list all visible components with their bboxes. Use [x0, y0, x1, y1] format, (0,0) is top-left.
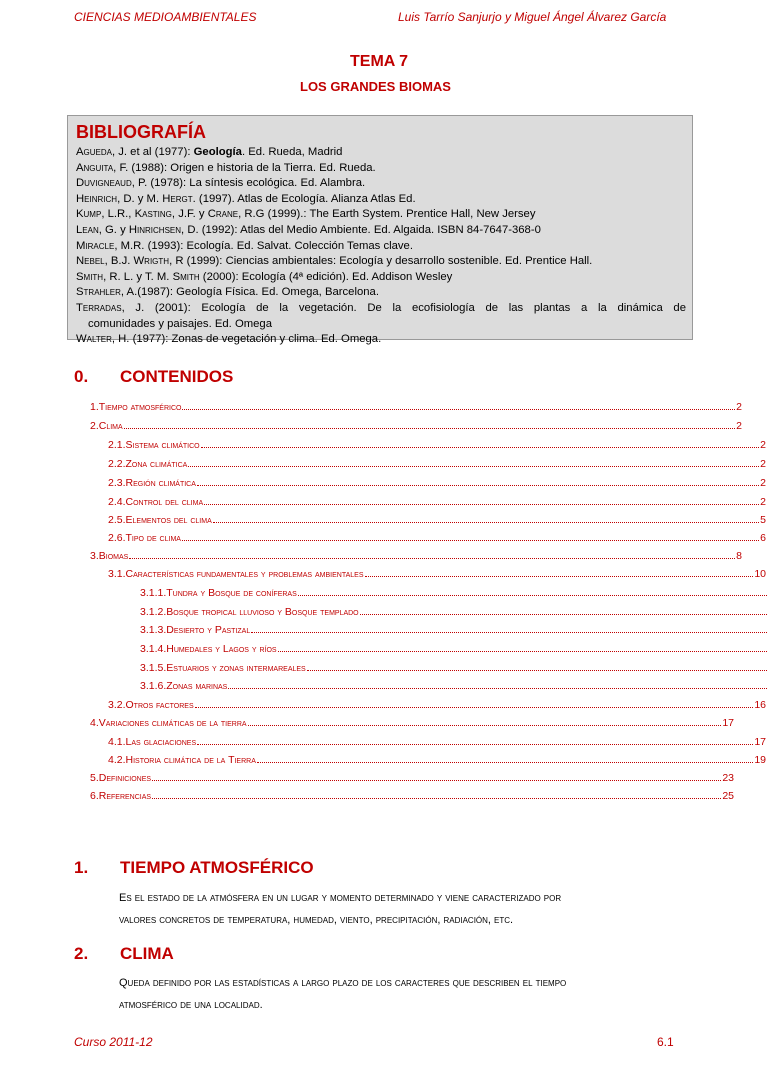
- section-2-title: CLIMA: [120, 944, 174, 963]
- toc-entry-label: 4.1.Las glaciaciones: [108, 736, 197, 748]
- toc-entry[interactable]: [108, 475, 766, 489]
- bibliography-entry-part: Strahler: [76, 286, 121, 299]
- bibliography-entry: [74, 207, 686, 223]
- bibliography-entry-continuation: comunidades y paisajes. Ed. Omega: [88, 317, 272, 330]
- toc-entry-page: 2: [760, 477, 766, 489]
- toc-entry-page: 10: [754, 568, 766, 580]
- section-1-line-2: valores concretos de temperatura, humedad, viento, precipitación, radiación, etc.: [119, 914, 514, 926]
- toc-dot-leader: [195, 707, 754, 708]
- bibliography-entry-part: . Ed. Rueda, Madrid: [241, 146, 343, 158]
- bibliography-entry: [74, 145, 686, 161]
- toc-entry-label: 2.5.Elementos del clima: [108, 514, 212, 526]
- toc-dot-leader: [201, 447, 760, 448]
- bibliography-entry-part: , H. (1977): Zonas de vegetación y clima. Ed. Omega.: [111, 333, 382, 346]
- bibliography-entry: [74, 332, 686, 348]
- bibliography-entry-part: , B.J.: [104, 255, 134, 268]
- toc-entry-label: 2.1.Sistema climático: [108, 439, 200, 451]
- bibliography-entry-part: Hergt: [162, 192, 193, 205]
- bibliography-entry-part: Miracle: [76, 239, 115, 252]
- header-course-title: CIENCIAS MEDIOAMBIENTALES: [74, 10, 257, 24]
- toc-entry-label: 2.2.Zona climática: [108, 458, 188, 470]
- toc-entry-page: 2: [760, 439, 766, 451]
- toc-entry[interactable]: [108, 512, 766, 526]
- toc-dot-leader: [152, 780, 721, 781]
- bibliography-entry-part: (2000): Ecología (4ª edición). Ed. Addison Wesley: [199, 270, 453, 283]
- toc-dot-leader: [298, 595, 767, 596]
- bibliography-entry-part: Heinrich: [76, 192, 118, 205]
- section-2-line-1: Queda definido por las estadísticas a largo plazo de los caracteres que describen el tiempo: [119, 977, 567, 989]
- toc-entry-page: 2: [760, 496, 766, 508]
- toc-entry[interactable]: [108, 437, 766, 451]
- bibliography-entry-part: , D. y M.: [117, 192, 163, 205]
- bibliography-entry-part: Hinrichsen: [128, 223, 182, 236]
- bibliography-entry-part: , R (1999): Ciencias ambientales: Ecología y desarrollo sostenible. Ed. Prentice Hall.: [169, 255, 593, 268]
- bibliography-entry: [74, 176, 686, 192]
- toc-entry[interactable]: [140, 641, 768, 655]
- section-1-number: 1.: [74, 858, 89, 877]
- toc-entry[interactable]: [108, 697, 766, 711]
- toc-entry-page: 19: [754, 754, 766, 766]
- toc-entry-label: 3.1.1.Tundra y Bosque de coníferas: [140, 587, 297, 599]
- bibliography-entry-part: , P. (1978): La síntesis ecológica. Ed. Alambra.: [131, 177, 366, 190]
- contents-title: CONTENIDOS: [120, 367, 234, 386]
- bibliography-list: [74, 145, 686, 348]
- bibliography-entry-part: , J. et al (1977):: [111, 146, 194, 158]
- topic-title: LOS GRANDES BIOMAS: [300, 79, 451, 94]
- toc-entry-label: 2.6.Tipo de clima: [108, 532, 181, 544]
- toc-entry[interactable]: [108, 530, 766, 544]
- toc-dot-leader: [152, 798, 721, 799]
- toc-dot-leader: [188, 466, 759, 467]
- bibliography-entry: [74, 285, 686, 301]
- bibliography-box: [67, 115, 693, 346]
- bibliography-entry-part: . (1997). Atlas de Ecología. Alianza Atlas Ed.: [192, 192, 416, 205]
- contents-number: 0.: [74, 367, 89, 386]
- bibliography-entry-part: , F. (1988): Origen e historia de la Tierra. Ed. Rueda.: [113, 161, 376, 174]
- toc-entry[interactable]: [108, 456, 766, 470]
- bibliography-entry-part: , G. y: [98, 223, 129, 236]
- bibliography-entry-part: , L.R.,: [101, 208, 135, 221]
- toc-entry[interactable]: [140, 622, 768, 636]
- bibliography-entry-part: , R.G (1999).: The Earth System. Prentice Hall, New Jersey: [238, 208, 536, 221]
- bibliography-entry-part: Wrigth: [133, 255, 170, 268]
- bibliography-entry: [74, 161, 686, 177]
- toc-entry-label: 3.1.Características fundamentales y problemas ambientales: [108, 568, 364, 580]
- bibliography-entry-part: , J. (2001): Ecología de la vegetación. De la ecofisiología de las plantas a la dinámica de: [121, 301, 686, 314]
- toc-entry[interactable]: [140, 585, 768, 599]
- section-1-line-1: Es el estado de la atmósfera en un lugar y momento determinado y viene caracterizado por: [119, 892, 562, 904]
- toc-entry[interactable]: [140, 660, 768, 674]
- toc-entry-label: 1.Tiempo atmosférico: [90, 401, 182, 413]
- section-2-text: [119, 972, 679, 1016]
- section-1-title: TIEMPO ATMOSFÉRICO: [120, 858, 314, 877]
- header-authors: Luis Tarrío Sanjurjo y Miguel Ángel Álvarez García: [398, 10, 667, 24]
- bibliography-entry-part: Smith: [172, 270, 200, 283]
- toc-entry-label: 3.1.2.Bosque tropical lluvioso y Bosque templado: [140, 606, 359, 618]
- toc-entry[interactable]: [90, 399, 742, 413]
- toc-entry[interactable]: [90, 418, 742, 432]
- toc-entry[interactable]: [108, 734, 766, 748]
- toc-entry-page: 17: [722, 717, 734, 729]
- toc-dot-leader: [197, 744, 753, 745]
- bibliography-entry-part: Terradas: [76, 301, 122, 314]
- footer-course: Curso 2011-12: [74, 1035, 153, 1049]
- toc-entry-label: 2.Clima: [90, 420, 123, 432]
- toc-entry-page: 5: [760, 514, 766, 526]
- bibliography-entry: [74, 317, 686, 333]
- bibliography-entry-part: Walter: [76, 333, 112, 346]
- toc-entry[interactable]: [108, 752, 766, 766]
- toc-entry-page: 25: [722, 790, 734, 802]
- toc-dot-leader: [365, 576, 754, 577]
- toc-entry-page: 23: [722, 772, 734, 784]
- toc-entry[interactable]: [90, 548, 742, 562]
- toc-entry[interactable]: [90, 788, 734, 802]
- footer-page-number: 6.1: [657, 1035, 674, 1049]
- toc-entry-label: 3.1.4.Humedales y Lagos y ríos: [140, 643, 277, 655]
- toc-entry-label: 3.1.3.Desierto y Pastizal: [140, 624, 251, 636]
- toc-dot-leader: [251, 632, 767, 633]
- bibliography-entry: [74, 270, 686, 286]
- toc-entry[interactable]: [108, 494, 766, 508]
- bibliography-entry-part: , M.R. (1993): Ecología. Ed. Salvat. Colección Temas clave.: [114, 239, 413, 252]
- toc-entry-label: 3.1.6.Zonas marinas: [140, 680, 228, 692]
- bibliography-entry-part: Geología: [193, 146, 242, 158]
- toc-entry[interactable]: [90, 770, 734, 784]
- toc-entry-label: 3.1.5.Estuarios y zonas intermareales: [140, 662, 306, 674]
- bibliography-title: BIBLIOGRAFÍA: [76, 122, 206, 142]
- bibliography-entry: [74, 223, 686, 239]
- toc-entry-label: 6.Referencias: [90, 790, 152, 802]
- bibliography-entry: [74, 192, 686, 208]
- toc-dot-leader: [129, 558, 735, 559]
- toc-entry-page: 2: [736, 420, 742, 432]
- bibliography-entry-part: , R. L. y T. M.: [103, 270, 173, 283]
- toc-dot-leader: [213, 522, 759, 523]
- toc-dot-leader: [248, 725, 722, 726]
- section-1-text: [119, 887, 679, 931]
- toc-entry[interactable]: [90, 715, 734, 729]
- toc-entry[interactable]: [108, 566, 766, 580]
- bibliography-entry-part: Anguita: [76, 161, 114, 174]
- toc-entry-page: 2: [736, 401, 742, 413]
- toc-dot-leader: [257, 762, 753, 763]
- bibliography-entry-part: Kump: [76, 208, 102, 221]
- toc-dot-leader: [182, 409, 735, 410]
- toc-dot-leader: [182, 540, 759, 541]
- toc-dot-leader: [204, 504, 759, 505]
- toc-dot-leader: [278, 651, 767, 652]
- toc-dot-leader: [228, 688, 767, 689]
- bibliography-entry: [74, 301, 686, 317]
- toc-entry-label: 5.Definiciones: [90, 772, 152, 784]
- bibliography-entry-part: Duvigneaud: [76, 177, 132, 190]
- topic-number: TEMA 7: [350, 53, 409, 70]
- toc-entry-label: 2.4.Control del clima: [108, 496, 204, 508]
- bibliography-entry-part: Agueda: [76, 146, 112, 158]
- bibliography-entry-part: , J.F. y: [171, 208, 208, 221]
- toc-entry-label: 2.3.Región climática: [108, 477, 196, 489]
- bibliography-entry-part: Lean: [76, 223, 99, 236]
- bibliography-entry-part: , A.(1987): Geología Física. Ed. Omega, Barcelona.: [120, 286, 379, 299]
- bibliography-entry-part: Kasting: [134, 208, 172, 221]
- toc-entry[interactable]: [140, 678, 768, 692]
- toc-entry-page: 6: [760, 532, 766, 544]
- section-2-line-2: atmosférico de una localidad.: [119, 999, 263, 1011]
- toc-dot-leader: [360, 614, 767, 615]
- section-2-number: 2.: [74, 944, 89, 963]
- toc-entry-page: 17: [754, 736, 766, 748]
- toc-dot-leader: [197, 485, 759, 486]
- toc-entry-label: 3.Biomas: [90, 550, 129, 562]
- toc-dot-leader: [124, 428, 735, 429]
- bibliography-entry: [74, 254, 686, 270]
- bibliography-entry: [74, 239, 686, 255]
- bibliography-entry-part: , D. (1992): Atlas del Medio Ambiente. Ed. Algaida. ISBN 84-7647-368-0: [181, 223, 541, 236]
- toc-entry[interactable]: [140, 604, 768, 618]
- bibliography-entry-part: Smith: [76, 270, 104, 283]
- bibliography-entry-part: Nebel: [76, 255, 105, 268]
- toc-entry-page: 8: [736, 550, 742, 562]
- bibliography-entry-part: Crane: [207, 208, 239, 221]
- toc-dot-leader: [307, 670, 767, 671]
- toc-entry-page: 16: [754, 699, 766, 711]
- toc-entry-label: 4.2.Historia climática de la Tierra: [108, 754, 256, 766]
- toc-entry-label: 3.2.Otros factores: [108, 699, 194, 711]
- toc-entry-label: 4.Variaciones climáticas de la tierra: [90, 717, 247, 729]
- toc-entry-page: 2: [760, 458, 766, 470]
